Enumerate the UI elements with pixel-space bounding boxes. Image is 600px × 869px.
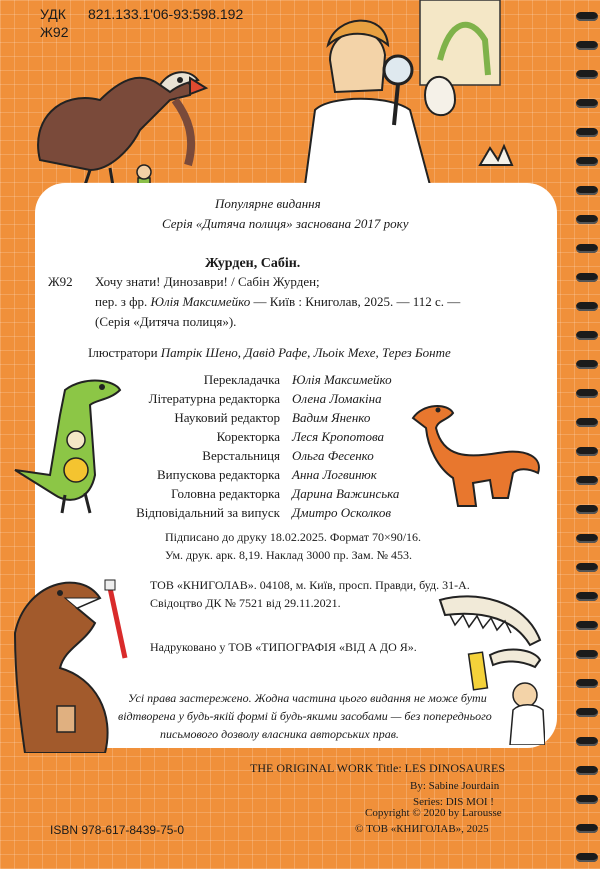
- edition-type: Популярне видання: [215, 196, 321, 211]
- copyright-line-1: Copyright © 2020 by Larousse: [365, 807, 502, 819]
- bib-title-line: Хочу знати! Динозаври! / Сабін Журден;: [95, 274, 320, 289]
- spiral-ring: [576, 853, 598, 862]
- spiral-ring: [576, 824, 598, 833]
- spiral-ring: [576, 563, 598, 572]
- spiral-ring: [576, 592, 598, 601]
- print-info-line-2: Ум. друк. арк. 8,19. Наклад 3000 пр. Зам. № 453.: [165, 548, 413, 562]
- green-dinosaur-illustration: [10, 375, 125, 515]
- isbn: ISBN 978-617-8439-75-0: [50, 823, 185, 837]
- series-pre: Серія «: [162, 216, 203, 231]
- bib-line3-pre: (Серія «: [95, 314, 140, 329]
- bib-code: Ж92: [48, 274, 73, 289]
- credit-role: Літературна редакторка: [148, 391, 280, 406]
- spiral-ring: [576, 447, 598, 456]
- credit-role: Коректорка: [216, 429, 280, 444]
- credit-name: Дмитро Осколков: [292, 505, 392, 520]
- spiral-ring: [576, 505, 598, 514]
- credit-role: Головна редакторка: [171, 486, 280, 501]
- credit-name: Анна Логвинюк: [292, 467, 377, 482]
- rights-line-2: відтворена у будь-якій формі й будь-якими засобами — без попереднього: [118, 709, 492, 723]
- credit-role: Випускова редакторка: [156, 467, 280, 482]
- copyright-line-2: © ТОВ «КНИГОЛАВ», 2025: [355, 823, 489, 835]
- rights-line-3: письмового дозволу власника авторських прав.: [160, 727, 399, 741]
- spiral-ring: [576, 418, 598, 427]
- credit-role: Верстальниця: [202, 448, 280, 463]
- illustrators-names: Патрік Шено, Давід Рафе, Льоік Мехе, Терез Бонте: [160, 345, 451, 360]
- series-name: Дитяча полиця: [202, 216, 287, 231]
- spiral-ring: [576, 157, 598, 166]
- credit-role: Відповідальний за випуск: [136, 505, 280, 520]
- spiral-ring: [576, 70, 598, 79]
- udc-block: [40, 6, 243, 40]
- spiral-ring: [576, 737, 598, 746]
- spiral-ring: [576, 99, 598, 108]
- illustrators-line: [88, 345, 451, 361]
- series-line: [162, 216, 409, 232]
- spiral-ring: [576, 12, 598, 21]
- spiral-ring: [576, 708, 598, 717]
- spiral-ring: [576, 476, 598, 485]
- spiral-ring: [576, 766, 598, 775]
- bbk-code: Ж92: [40, 24, 69, 40]
- illustrators-label: Ілюстратори: [88, 345, 161, 360]
- spiral-ring: [576, 41, 598, 50]
- credit-name: Вадим Яненко: [292, 410, 371, 425]
- original-work-author: By: Sabine Jourdain: [410, 780, 500, 792]
- spiral-ring: [576, 679, 598, 688]
- spiral-ring: [576, 128, 598, 137]
- udk-label: УДК: [40, 6, 66, 22]
- credit-name: Ольга Фесенко: [292, 448, 374, 463]
- spiral-ring: [576, 360, 598, 369]
- original-work-title: THE ORIGINAL WORK Title: LES DINOSAURES: [250, 761, 506, 775]
- rights-line-1: Усі права застережено. Жодна частина цього видання не може бути: [128, 691, 487, 705]
- spiral-ring: [576, 186, 598, 195]
- publisher-line-2: Свідоцтво ДК № 7521 від 29.11.2021.: [150, 596, 341, 610]
- trex-brushing-teeth-illustration: [5, 568, 140, 753]
- credit-name: Леся Кропотова: [292, 429, 385, 444]
- spiral-ring: [576, 650, 598, 659]
- print-info-line-1: Підписано до друку 18.02.2025. Формат 70×90/16.: [165, 530, 422, 544]
- spiral-ring: [576, 795, 598, 804]
- series-post: » заснована 2017 року: [286, 216, 409, 231]
- spiral-ring: [576, 534, 598, 543]
- udk-value: 821.133.1'06-93:598.192: [88, 6, 244, 22]
- spiral-ring: [576, 215, 598, 224]
- spiral-ring: [576, 621, 598, 630]
- spiral-binding: [572, 0, 600, 869]
- spiral-ring: [576, 389, 598, 398]
- credit-role: Науковий редактор: [174, 410, 280, 425]
- credit-name: Юлія Максимейко: [292, 372, 392, 387]
- spiral-ring: [576, 331, 598, 340]
- bib-series-line: [95, 314, 236, 330]
- scientist-with-egg-illustration: [290, 0, 520, 185]
- bib-line3-series: Дитяча полиця: [139, 314, 223, 329]
- bib-line3-post: »).: [222, 314, 237, 329]
- author-heading: Журден, Сабін.: [205, 256, 301, 271]
- original-work-series: Series: DIS MOI !: [413, 796, 494, 808]
- credit-role: Перекладачка: [203, 372, 280, 387]
- spiral-ring: [576, 273, 598, 282]
- spiral-ring: [576, 302, 598, 311]
- credit-name: Дарина Важинська: [292, 486, 400, 501]
- credit-name: Олена Ломакіна: [292, 391, 382, 406]
- bib-line2-pre: пер. з фр.: [95, 294, 151, 309]
- printed-by-line: Надруковано у ТОВ «ТИПОГРАФІЯ «ВІД А ДО Я».: [150, 640, 417, 654]
- orange-sauropod-illustration: [408, 398, 548, 513]
- publisher-line-1: ТОВ «КНИГОЛАВ». 04108, м. Київ, просп. Правди, буд. 31-А.: [150, 578, 470, 592]
- bib-translator: Юлія Максимейко: [150, 294, 251, 309]
- bib-translation-line: [95, 294, 460, 310]
- bib-line2-post: — Київ : Книголав, 2025. — 112 с. —: [250, 294, 461, 309]
- spiral-ring: [576, 244, 598, 253]
